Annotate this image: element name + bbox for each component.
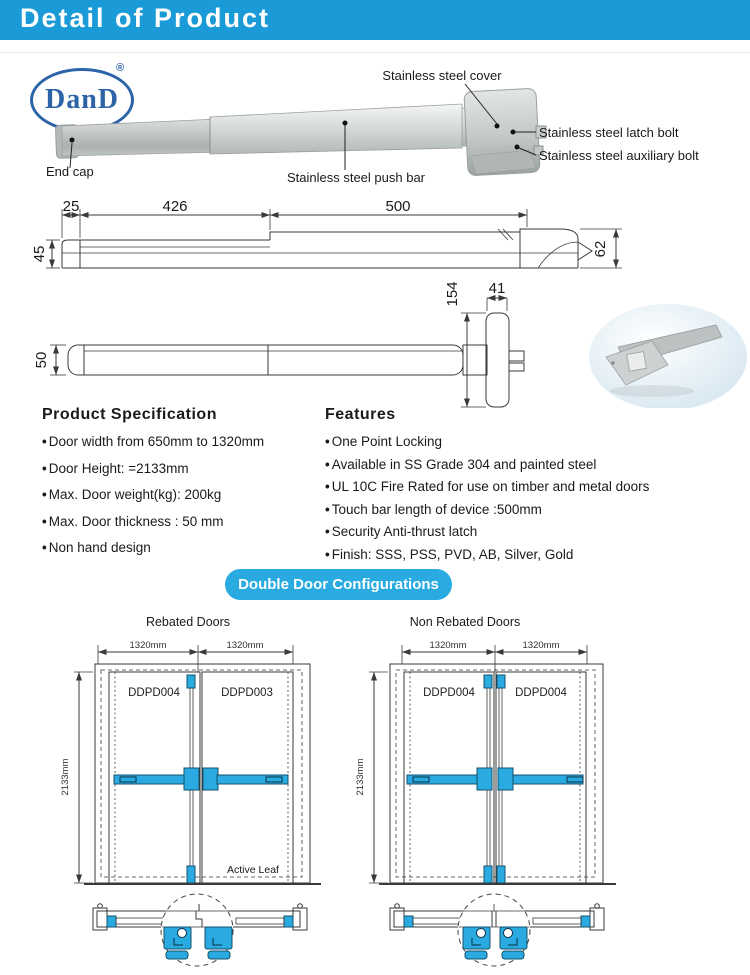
page-title: Detail of Product [20,3,271,33]
feature-item: • Finish: SSS, PSS, PVD, AB, Silver, Gold [325,547,735,562]
configurations-badge [225,569,452,600]
dimension-drawings [0,195,750,408]
dim-bar-depth: 50 [33,351,50,369]
cover-label: Stainless steel cover [382,68,502,83]
spec-item: • Max. Door weight(kg): 200kg [42,487,322,502]
rebated-right-model: DDPD003 [221,687,273,699]
configurations-badge-label: Double Door Configurations [238,576,439,593]
non-rebated-title: Non Rebated Doors [409,615,521,629]
dim-head-length: 154 [444,281,461,307]
non-rebated-cross-section [390,894,604,966]
push-bar-label: Stainless steel push bar [286,170,426,185]
dim-chassis: 426 [162,198,188,215]
non-rebated-right-model: DDPD004 [515,687,567,699]
non-rebated-vertical-rod-devices [407,675,583,883]
registered-mark: ® [116,62,125,74]
rebated-cross-section [93,894,307,966]
active-leaf-label: Active Leaf [227,864,279,876]
specification-section [42,406,322,567]
side-view-drawing [31,198,622,268]
door-configuration-diagrams [0,608,750,975]
top-view-drawing [33,280,747,408]
dim-bar-height: 45 [31,245,48,263]
dim-push-bar: 500 [385,198,411,215]
dim-head-height: 62 [592,240,609,258]
spec-item: • Door Height: =2133mm [42,461,322,476]
page-header [0,0,750,40]
brand-logo-text: DanD [44,84,119,115]
dim-head-width: 41 [488,280,506,297]
inset-photo [589,304,747,408]
non-rebated-left-model: DDPD004 [423,687,475,699]
feature-item: • One Point Locking [325,434,735,449]
push-bar-device-photo [55,88,546,176]
rebated-title: Rebated Doors [145,615,231,629]
dim-end-cap: 25 [62,198,80,215]
spec-item: • Non hand design [42,540,322,555]
non-rebated-doors-diagram [355,615,616,966]
features-section [325,406,735,569]
non-rebated-dim-right: 1320mm [522,640,560,651]
push-bar-part [210,104,462,154]
spec-item: • Door width from 650mm to 1320mm [42,434,322,449]
rebated-doors-diagram [60,615,321,966]
rebated-dim-right: 1320mm [226,640,264,651]
feature-item: • Touch bar length of device :500mm [325,502,735,517]
rebated-vertical-rod-device [114,675,288,883]
non-rebated-dim-left: 1320mm [429,640,467,651]
latch-bolt-label: Stainless steel latch bolt [539,125,679,140]
feature-item: • UL 10C Fire Rated for use on timber and metal doors [325,479,735,494]
end-cap-label: End cap [46,164,94,179]
product-photo-figure [0,60,750,195]
spec-item: • Max. Door thickness : 50 mm [42,514,322,529]
non-rebated-height-dim: 2133mm [355,758,366,796]
feature-item: • Available in SS Grade 304 and painted steel [325,457,735,472]
rebated-height-dim: 2133mm [60,758,71,796]
features-list [325,434,735,562]
rebated-dim-left: 1320mm [129,640,167,651]
feature-item: • Security Anti-thrust latch [325,524,735,539]
header-divider [0,52,750,53]
features-title: Features [325,406,396,423]
auxiliary-bolt-label: Stainless steel auxiliary bolt [539,148,699,163]
specification-list [42,434,322,555]
specification-title: Product Specification [42,406,217,423]
rebated-left-model: DDPD004 [128,687,180,699]
